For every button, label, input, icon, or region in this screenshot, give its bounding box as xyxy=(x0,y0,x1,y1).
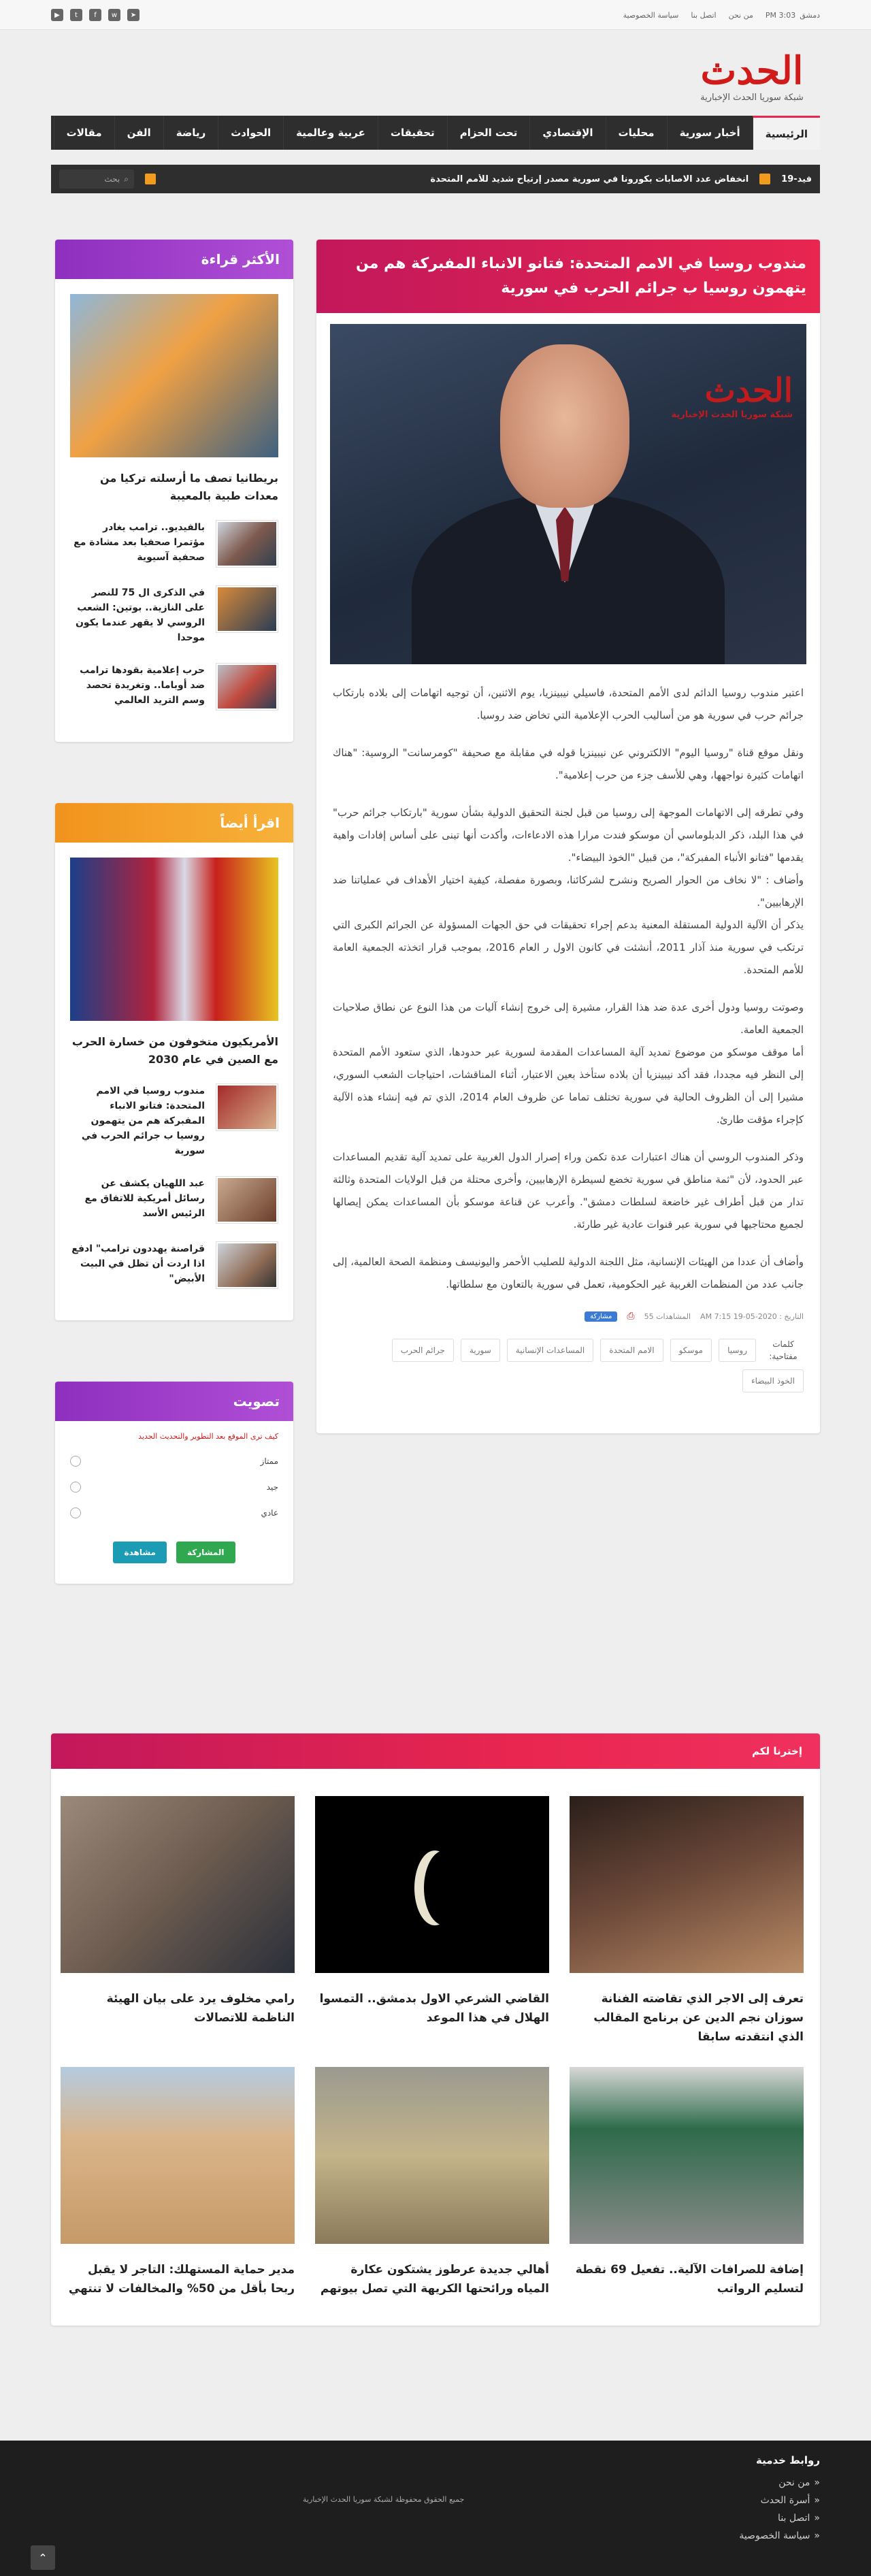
search-input[interactable] xyxy=(59,169,134,189)
youtube-icon[interactable]: ▶ xyxy=(51,9,63,21)
article-paragraph: ونقل موقع قناة "روسيا اليوم" الالكتروني عن نيبينزيا قوله في مقابلة مع صحيفة "كومرسانت" الروسية: "هناك اتهامات كثيرة نواجهها، وهي للأسف جزء من حرب إعلامية". xyxy=(333,747,804,781)
article-paragraph: وأضاف أن عددا من الهيئات الإنسانية، مثل اللجنة الدولية للصليب الأحمر واليونيسف ومنظمة الصحة العالمية، إلى جانب عدد من المنظمات الغربية غير الحكومية، تعمل في سورية بالتعاون مع سلطاتها. xyxy=(333,1256,804,1290)
card-image xyxy=(570,1796,804,1973)
thumbnail xyxy=(216,1083,278,1131)
pick-card[interactable] xyxy=(570,1796,804,2047)
card-image xyxy=(315,2067,549,2244)
list-item[interactable] xyxy=(70,663,278,711)
featured-image xyxy=(70,294,278,457)
footer-links xyxy=(739,2454,820,2548)
poll-widget xyxy=(55,1382,293,1584)
search-icon: ⌕ xyxy=(124,174,129,184)
article-paragraph: وذكر المندوب الروسي أن هناك اعتبارات عدة تكمن وراء إصرار الدول الغربية على تمديد آلية تقديم المساعدات عبر الحدود، لأن "ثمة مناطق في سورية تخضع لسيطرة الإرهابيين، وأخرى محتلة من قبل الولايات المتحدة وثالثة تدار من قبل أطراف غير خاضعة لسلطات دمشق". وأعرب عن قناعة موسكو بأن المساعدات يمكن إيصالها لجميع محتاجيها في سورية عبر قنوات عادية غير طارئة. xyxy=(333,1151,804,1230)
results-button[interactable]: مشاهدة xyxy=(113,1542,166,1563)
featured-story[interactable] xyxy=(70,858,278,1069)
nav-sports[interactable]: رياضة xyxy=(163,116,218,150)
link-contact[interactable]: اتصل بنا xyxy=(691,10,717,20)
news-ticker xyxy=(51,165,820,193)
tag-link[interactable]: موسكو xyxy=(670,1339,712,1362)
tag-link[interactable]: الخوذ البيضاء xyxy=(742,1369,804,1392)
list-item-title: في الذكرى ال 75 للنصر على النازية.. بوتين: الشعب الروسي لا يقهر عندما يكون موحدا xyxy=(75,587,205,643)
list-item-title: مندوب روسيا في الامم المتحدة: فتانو الانباء المفبركة هم من يتهمون روسيا ب جرائم الحرب في سورية xyxy=(81,1086,205,1156)
footer-title: روابط خدمية xyxy=(756,2454,820,2466)
list-item-title: بالفيديو.. ترامب يغادر مؤتمرا صحفيا بعد مشادة مع صحفية آسيوية xyxy=(73,522,205,563)
image-face xyxy=(500,344,629,508)
rss-icon[interactable] xyxy=(145,174,156,184)
radio-button[interactable] xyxy=(70,1507,81,1518)
tags-row xyxy=(333,1338,804,1392)
logo-subtitle: شبكة سوريا الحدث الإخبارية xyxy=(700,93,804,103)
chevron-left-icon: « xyxy=(814,2530,820,2541)
article-title: مندوب روسيا في الامم المتحدة: فتانو الانباء المفبركة هم من يتهمون روسيا ب جرائم الحرب في سورية xyxy=(316,240,820,313)
scroll-to-top-button[interactable] xyxy=(31,2545,55,2570)
nav-syria-news[interactable]: أخبار سورية xyxy=(667,116,753,150)
radio-button[interactable] xyxy=(70,1482,81,1493)
thumbnail xyxy=(216,520,278,568)
poll-option[interactable]: عادي xyxy=(70,1507,278,1518)
footer-link[interactable]: « سياسة الخصوصية xyxy=(739,2530,820,2541)
card-image xyxy=(570,2067,804,2244)
chevron-left-icon: « xyxy=(814,2477,820,2488)
featured-image xyxy=(70,858,278,1021)
pick-card[interactable] xyxy=(315,1796,549,2047)
rss-icon[interactable] xyxy=(759,174,770,184)
chevron-up-icon: ⌃ xyxy=(38,2551,48,2564)
card-title: القاضي الشرعي الاول بدمشق.. التمسوا الهلال في هذا الموعد xyxy=(319,1992,549,2025)
tag-link[interactable]: سورية xyxy=(461,1339,500,1362)
nav-world[interactable]: عربية وعالمية xyxy=(283,116,378,150)
main-nav xyxy=(51,116,820,150)
link-privacy[interactable]: سياسة الخصوصية xyxy=(623,10,679,20)
tag-link[interactable]: جرائم الحرب xyxy=(392,1339,454,1362)
widget-title: تصويت xyxy=(55,1382,293,1421)
card-title: رامي مخلوف يرد على بيان الهيئة الناظمة للاتصالات xyxy=(106,1992,295,2025)
widget-title: اقرأ أيضاً xyxy=(55,803,293,843)
featured-title: بريطانيا تصف ما أرسلته تركيا من معدات طبية بالمعيبة xyxy=(99,472,278,502)
copyright: جميع الحقوق محفوظة لشبكة سوريا الحدث الإخبارية xyxy=(303,2495,465,2504)
article-paragraph: وفي تطرقه إلى الاتهامات الموجهة إلى روسيا من قبل لجنة التحقيق الدولية بشأن سورية "بارتكاب جرائم حرب" في هذا البلد، ذكر الدبلوماسي أن موسكو فندت مرارا هذه الادعاءات، وأكدت أنها تبنى على أساس إفادات واهية يقدمها "فتانو الأنباء المفبركة"، من قبيل "الخوذ البيضاء". xyxy=(333,806,804,864)
thumbnail xyxy=(216,1241,278,1289)
nav-below-belt[interactable]: تحت الحزام xyxy=(447,116,530,150)
article-meta xyxy=(333,1311,804,1322)
list-item-title: عبد اللهيان يكشف عن رسائل أمريكية للاتفاق مع الرئيس الأسد xyxy=(84,1178,205,1219)
article-paragraph: أما موقف موسكو من موضوع تمديد آلية المساعدات المقدمة لسورية عبر حدودها، الذي ستعود الأمم المتحدة إلى النظر فيه مجددا، فقد أكد نيبينزيا أن بلاده ستأخذ بعين الاعتبار، أثناء المناقشات، احتياجات الشعب السوري، مشيرا إلى أن الظروف الحالية في سورية تختلف تماما عن ظروف العام 2014، الذي تم فيه إنشاء هذه الآلية كإجراء مؤقت طارئ. xyxy=(333,1046,804,1126)
site-header xyxy=(51,30,820,116)
nav-home[interactable]: الرئيسية xyxy=(753,116,820,150)
vote-button[interactable]: المشاركة xyxy=(176,1542,235,1563)
article-paragraph: وصوتت روسيا ودول أخرى عدة ضد هذا القرار، مشيرة إلى خروج إنشاء آليات من هذا النوع عن نطاق صلاحيات الجمعية العامة. xyxy=(333,1001,804,1036)
chevron-left-icon: « xyxy=(814,2513,820,2524)
poll-option[interactable]: جيد xyxy=(70,1482,278,1493)
nav-economy[interactable]: الإقتصادي xyxy=(529,116,605,150)
pick-card[interactable] xyxy=(570,2067,804,2298)
pick-card[interactable] xyxy=(315,2067,549,2298)
sidebar xyxy=(55,240,293,1645)
card-title: مدير حماية المستهلك: التاجر لا يقبل ربحا بأقل من 50% والمخالفات لا تنتهي xyxy=(68,2263,295,2296)
most-read-widget xyxy=(55,240,293,742)
poll-question: كيف ترى الموقع بعد التطوير والتحديث الجديد xyxy=(138,1432,278,1441)
radio-button[interactable] xyxy=(70,1456,81,1467)
list-item-title: حرب إعلامية بقودها ترامب ضد أوباما.. وتغريدة تحصد وسم التريد العالمي xyxy=(80,665,205,706)
list-item[interactable] xyxy=(70,520,278,568)
featured-title: الأمريكيون متخوفون من خسارة الحرب مع الصين في عام 2030 xyxy=(71,1035,278,1066)
card-image xyxy=(315,1796,549,1973)
twitter-icon[interactable]: t xyxy=(70,9,82,21)
footer-link[interactable]: « من نحن xyxy=(778,2477,820,2488)
featured-story[interactable] xyxy=(70,294,278,505)
tag-link[interactable]: المساعدات الإنسانية xyxy=(507,1339,593,1362)
search-placeholder: بحث xyxy=(104,174,120,184)
nav-art[interactable]: الفن xyxy=(114,116,163,150)
date-time: دمشق 3:03 PM xyxy=(765,10,820,20)
read-also-widget xyxy=(55,803,293,1320)
poll-option[interactable]: ممتاز xyxy=(70,1456,278,1467)
card-title: إضافة للصرافات الآلية.. تفعيل 69 نقطة لتسليم الرواتب xyxy=(575,2263,804,2296)
article xyxy=(316,240,820,1433)
editor-picks xyxy=(51,1733,820,2326)
thumbnail xyxy=(216,663,278,711)
tag-link[interactable]: الامم المتحدة xyxy=(600,1339,663,1362)
card-image xyxy=(61,2067,295,2244)
story-list xyxy=(70,520,278,711)
site-logo[interactable] xyxy=(684,50,820,103)
card-title: أهالي جديدة عرطوز يشتكون عكارة المياه ورائحتها الكريهة التي تصل بيوتهم xyxy=(320,2263,549,2296)
list-item[interactable] xyxy=(70,585,278,645)
card-title: تعرف إلى الاجر الذي تقاضته الفنانة سوزان نجم الدين عن برنامج المقالب الذي انتقدته سابقا xyxy=(593,1992,804,2044)
list-item[interactable] xyxy=(70,1176,278,1224)
story-list xyxy=(70,1083,278,1289)
section-title: إخترنا لكم xyxy=(51,1733,820,1769)
telegram-icon[interactable]: ➤ xyxy=(127,9,139,21)
poll-buttons xyxy=(70,1542,278,1563)
article-paragraph: اعتبر مندوب روسيا الدائم لدى الأمم المتحدة، فاسيلي نيبينزيا، يوم الاثنين، أن توجيه اتهامات إلى بلاده بارتكاب جرائم حرب في سورية هو من أساليب الحرب الإعلامية التي تخاض ضد روسيا. xyxy=(333,687,804,721)
card-image xyxy=(61,1796,295,1973)
thumbnail xyxy=(216,1176,278,1224)
widget-title: الأكثر قراءة xyxy=(55,240,293,279)
share-button[interactable]: مشاركة xyxy=(585,1311,617,1322)
link-about[interactable]: من نحن xyxy=(728,10,753,20)
pick-card[interactable] xyxy=(61,2067,295,2298)
picks-grid xyxy=(51,1769,820,2298)
pick-card[interactable] xyxy=(61,1796,295,2047)
ticker-label: فيد-19 xyxy=(781,174,812,184)
nav-local[interactable]: محليات xyxy=(606,116,667,150)
list-item[interactable] xyxy=(70,1241,278,1289)
article-paragraph: يذكر أن الآلية الدولية المستقلة المعنية بدعم إجراء تحقيقات في حق الجهات المسؤولة عن الجرائم الكبرى التي ترتكب في سورية منذ آذار 2011، أنشئت في كانون الاول ر العام 2016، بموجب قرار اتخذته الجمعية العامة للأمم المتحدة. xyxy=(333,919,804,976)
image-watermark: الحدث شبكة سوريا الحدث الإخبارية xyxy=(671,372,793,420)
site-footer xyxy=(0,2441,871,2576)
top-bar xyxy=(0,0,871,30)
list-item[interactable] xyxy=(70,1083,278,1158)
footer-link[interactable]: « أسرة الحدث xyxy=(760,2495,820,2506)
whatsapp-icon[interactable]: w xyxy=(108,9,120,21)
footer-link[interactable]: « اتصل بنا xyxy=(778,2513,820,2524)
tag-link[interactable]: روسيا xyxy=(719,1339,756,1362)
thumbnail xyxy=(216,585,278,633)
article-views: المشاهدات 55 xyxy=(644,1311,691,1321)
top-links xyxy=(623,11,820,20)
social-links xyxy=(51,9,139,21)
article-body xyxy=(316,664,820,1296)
nav-investigations[interactable]: تحقيقات xyxy=(378,116,447,150)
tags-label: كلمات مفتاحية: xyxy=(769,1339,798,1361)
article-paragraph: وأضاف : "لا نخاف من الحوار الصريح ونشرح لشركائنا، وبصورة مفصلة، كيفية اختيار الأهداف في عملياتنا ضد الإرهابيين". xyxy=(333,874,804,909)
list-item-title: قراصنة يهددون ترامب" ادفع اذا اردت أن تظل في البيت الأبيض" xyxy=(71,1243,205,1284)
article-date: التاريخ : 2020-05-19 7:15 AM xyxy=(700,1311,804,1321)
logo-mark: الحدث xyxy=(700,48,804,93)
print-icon[interactable]: ⎙ xyxy=(627,1311,635,1322)
facebook-icon[interactable]: f xyxy=(89,9,101,21)
nav-articles[interactable]: مقالات xyxy=(54,116,114,150)
nav-incidents[interactable]: الحوادث xyxy=(218,116,283,150)
ticker-headline[interactable]: انخفاض عدد الاصابات بكورونا في سورية مصدر إرتياح شديد للأمم المتحدة xyxy=(430,174,749,184)
main-layout xyxy=(51,240,820,1645)
chevron-left-icon: « xyxy=(814,2495,820,2506)
article-image xyxy=(330,324,806,664)
